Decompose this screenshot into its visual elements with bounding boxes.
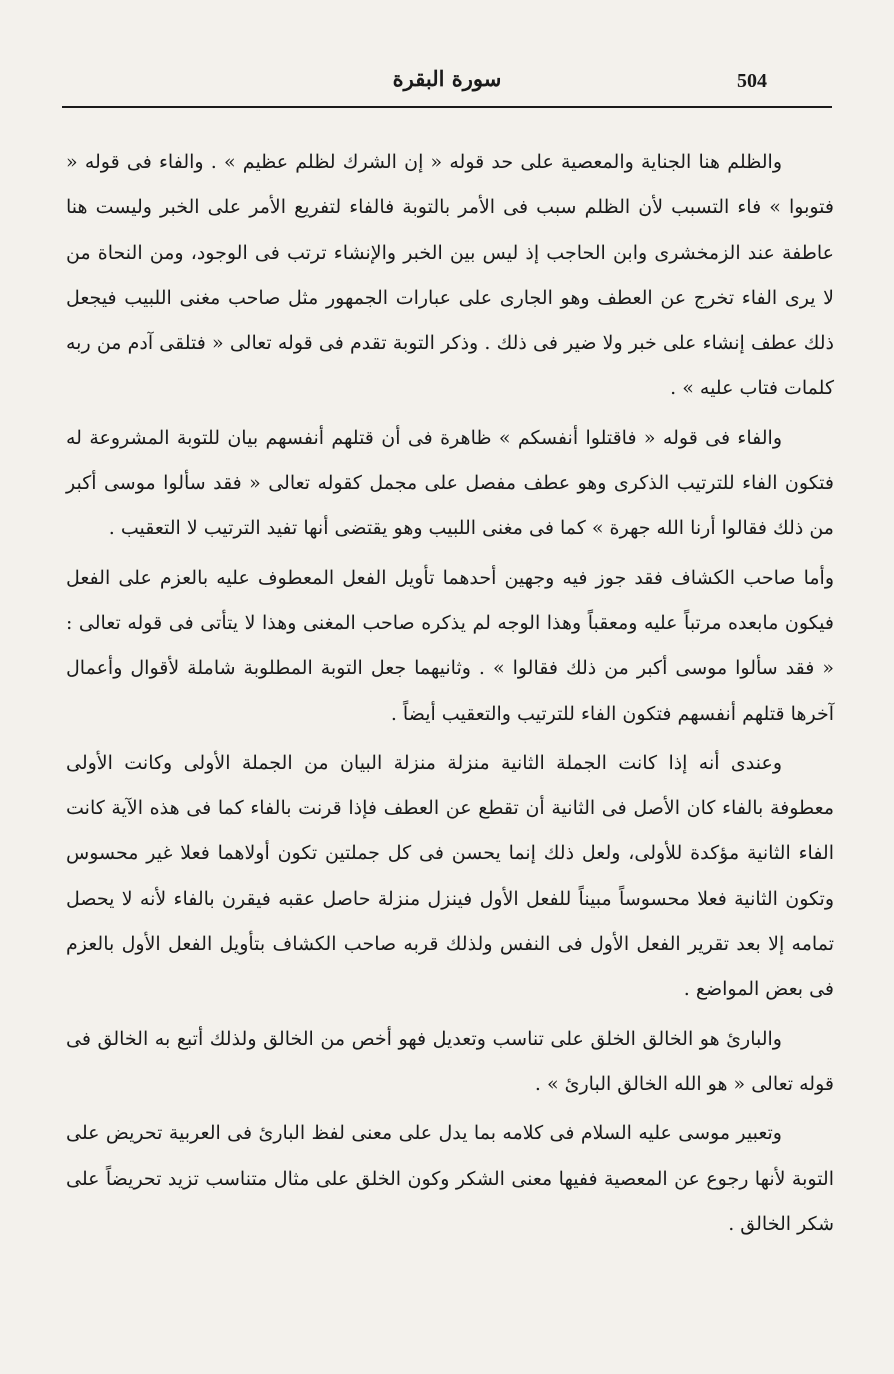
header-rule bbox=[62, 106, 832, 108]
body-text bbox=[66, 140, 834, 1247]
page-number: 504 bbox=[737, 70, 767, 92]
paragraph-3: وأما صاحب الكشاف فقد جوز فيه وجهين أحدهما تأويل الفعل المعطوف عليه بالعزم على الفعل فيكون مابعده مرتباً عليه ومعقباً وهذا الوجه لم يذكره صاحب المغنى وهذا لا يتأتى فى قوله تعالى : « فقد سألوا موسى أكبر من ذلك فقالوا » . وثانيهما جعل التوبة المطلوبة شاملة لأقوال وأعمال آخرها قتلهم أنفسهم فتكون الفاء للترتيب والتعقيب أيضاً . bbox=[66, 566, 834, 725]
running-head bbox=[62, 62, 832, 102]
paragraph-4: وعندى أنه إذا كانت الجملة الثانية منزلة منزلة البيان من الجملة الأولى وكانت الأولى معطوفة بالفاء كان الأصل فى الثانية أن تقطع عن العطف فإذا قرنت بالفاء كما فى هذه الآية كانت الفاء الثانية مؤكدة للأولى، ولعل ذلك إنما يحسن فى كل جملتين تكون أولاهما فعلا غير محسوس وتكون الثانية فعلا محسوساً مبيناً للفعل الأول فينزل منزلة حاصل عقبه فيقرن بالفاء لأنه لا يحصل تمامه إلا بعد تقرير الفعل الأول فى النفس ولذلك قربه صاحب الكشاف بتأويل الفعل الأول بالعزم فى بعض المواضع . bbox=[66, 751, 834, 1001]
surah-title: سورة البقرة bbox=[392, 66, 502, 91]
paragraph-6: وتعبير موسى عليه السلام فى كلامه بما يدل على معنى لفظ البارئ فى العربية تحريض على التوبة لأنها رجوع عن المعصية ففيها معنى الشكر وكون الخلق على مثال متناسب تزيد تحريضاً على شكر الخالق . bbox=[66, 1122, 834, 1235]
paragraph-1: والظلم هنا الجناية والمعصية على حد قوله « إن الشرك لظلم عظيم » . والفاء فى قوله « فتوبوا » فاء التسبب لأن الظلم سبب فى الأمر بالتوبة فالفاء لتفريع الأمر على الخبر وليست هنا عاطفة عند الزمخشرى وابن الحاجب إذ ليس بين الخبر والإنشاء ترتب فى الوجود، ومن النحاة من لا يرى الفاء تخرج عن العطف وهو الجارى على عبارات الجمهور مثل صاحب مغنى اللبيب فيجعل ذلك عطف إنشاء على خبر ولا ضير فى ذلك . وذكر التوبة تقدم فى قوله تعالى « فتلقى آدم من ربه كلمات فتاب عليه » . bbox=[66, 151, 834, 400]
paragraph-2: والفاء فى قوله « فاقتلوا أنفسكم » ظاهرة فى أن قتلهم أنفسهم بيان للتوبة المشروعة له فتكون الفاء للترتيب الذكرى وهو عطف مفصل على مجمل كقوله تعالى « فقد سألوا موسى أكبر من ذلك فقالوا أرنا الله جهرة » كما فى مغنى اللبيب وهو يقتضى أنها تفيد الترتيب لا التعقيب . bbox=[66, 426, 834, 540]
paragraph-5: والبارئ هو الخالق الخلق على تناسب وتعديل فهو أخص من الخالق ولذلك أتبع به الخالق فى قوله تعالى « هو الله الخالق البارئ » . bbox=[66, 1027, 834, 1095]
